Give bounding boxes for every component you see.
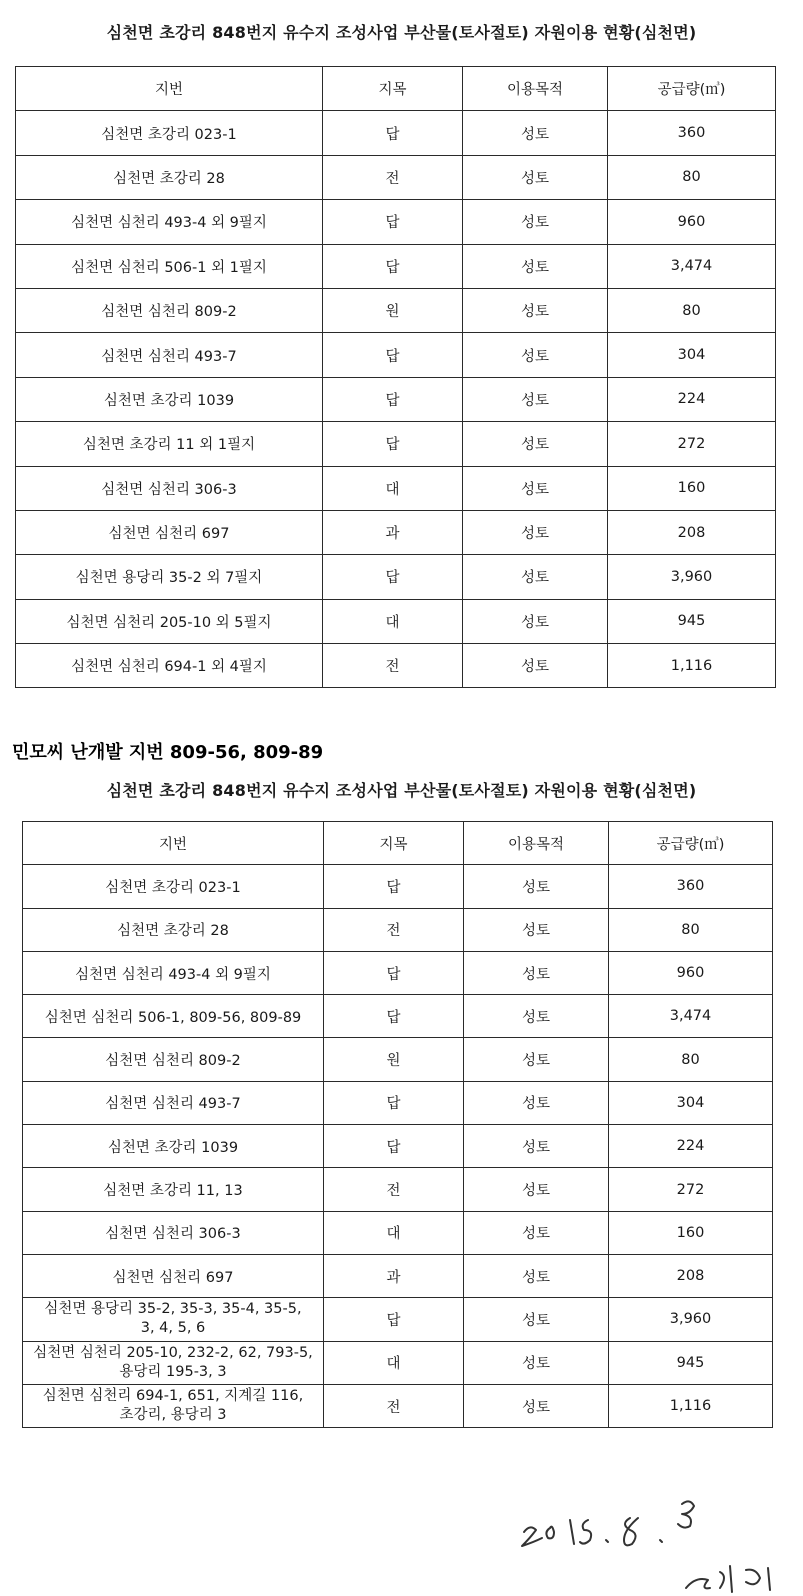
supply-table-top <box>15 66 776 688</box>
cell-purpose: 성토 <box>463 377 608 421</box>
cell-supply: 304 <box>608 333 776 377</box>
table-row <box>23 951 773 994</box>
cell-lot-line2: 3, 4, 5, 6 <box>140 1320 206 1337</box>
cell-purpose: 성토 <box>464 1384 609 1427</box>
table-row <box>16 111 776 155</box>
cell-land-type: 답 <box>324 951 464 994</box>
column-header-lot: 지번 <box>23 822 324 865</box>
cell-land-type: 답 <box>323 200 463 244</box>
cell-supply: 80 <box>609 908 773 951</box>
cell-lot: 심천면 초강리 11, 13 <box>23 1168 324 1211</box>
table-body <box>16 111 776 688</box>
cell-supply: 3,474 <box>608 244 776 288</box>
cell-land-type: 답 <box>323 555 463 599</box>
cell-purpose: 성토 <box>464 1341 609 1384</box>
table-row <box>23 1298 773 1341</box>
cell-land-type: 답 <box>323 377 463 421</box>
cell-lot: 심천면 용당리 35-2 외 7필지 <box>16 555 323 599</box>
cell-supply: 3,960 <box>609 1298 773 1341</box>
cell-lot: 심천면 초강리 023-1 <box>16 111 323 155</box>
table-row <box>23 1211 773 1254</box>
cell-supply: 80 <box>608 288 776 332</box>
column-header-supply: 공급량(㎥) <box>608 67 776 111</box>
cell-purpose: 성토 <box>464 995 609 1038</box>
cell-lot-line2: 용당리 195-3, 3 <box>119 1363 227 1380</box>
cell-purpose: 성토 <box>463 510 608 554</box>
column-header-land-type: 지목 <box>324 822 464 865</box>
cell-purpose: 성토 <box>464 1254 609 1297</box>
table-row <box>16 510 776 554</box>
cell-purpose: 성토 <box>463 422 608 466</box>
column-header-land-type: 지목 <box>323 67 463 111</box>
cell-lot: 심천면 심천리 306-3 <box>16 466 323 510</box>
table-row <box>16 200 776 244</box>
table-row <box>16 599 776 643</box>
cell-land-type: 원 <box>324 1038 464 1081</box>
table-header-row <box>23 822 773 865</box>
cell-supply: 3,960 <box>608 555 776 599</box>
table-row <box>16 155 776 199</box>
cell-supply: 360 <box>608 111 776 155</box>
cell-land-type: 답 <box>323 244 463 288</box>
table-row <box>16 333 776 377</box>
document-title-bottom: 심천면 초강리 848번지 유수지 조성사업 부산물(토사절토) 자원이용 현황(심천면) <box>106 781 697 800</box>
cell-purpose: 성토 <box>464 1168 609 1211</box>
cell-land-type: 답 <box>323 111 463 155</box>
cell-purpose: 성토 <box>464 1081 609 1124</box>
table-row <box>23 1254 773 1297</box>
cell-purpose: 성토 <box>463 200 608 244</box>
cell-purpose: 성토 <box>463 155 608 199</box>
cell-lot: 심천면 심천리 493-4 외 9필지 <box>16 200 323 244</box>
table-row <box>23 1038 773 1081</box>
cell-land-type: 대 <box>324 1341 464 1384</box>
cell-lot: 심천면 초강리 28 <box>23 908 324 951</box>
cell-purpose: 성토 <box>464 1298 609 1341</box>
table-header-row <box>16 67 776 111</box>
cell-lot: 심천면 심천리 493-4 외 9필지 <box>23 951 324 994</box>
cell-lot: 심천면 초강리 023-1 <box>23 865 324 908</box>
cell-supply: 160 <box>608 466 776 510</box>
cell-purpose: 성토 <box>464 908 609 951</box>
column-header-purpose: 이용목적 <box>464 822 609 865</box>
cell-land-type: 원 <box>323 288 463 332</box>
table-row <box>16 377 776 421</box>
cell-lot <box>23 1384 324 1427</box>
cell-lot: 심천면 심천리 809-2 <box>16 288 323 332</box>
table-row <box>23 1081 773 1124</box>
cell-supply: 945 <box>609 1341 773 1384</box>
cell-land-type: 전 <box>323 155 463 199</box>
cell-land-type: 답 <box>323 422 463 466</box>
cell-supply: 945 <box>608 599 776 643</box>
column-header-lot: 지번 <box>16 67 323 111</box>
table-row <box>16 466 776 510</box>
cell-purpose: 성토 <box>464 1125 609 1168</box>
cell-land-type: 답 <box>324 1081 464 1124</box>
cell-supply: 224 <box>609 1125 773 1168</box>
cell-lot-line1: 심천면 심천리 694-1, 651, 지계길 116, <box>42 1388 304 1404</box>
cell-supply: 80 <box>608 155 776 199</box>
cell-purpose: 성토 <box>464 1038 609 1081</box>
table-body <box>23 865 773 1428</box>
cell-lot: 심천면 심천리 809-2 <box>23 1038 324 1081</box>
cell-purpose: 성토 <box>463 599 608 643</box>
cell-supply: 160 <box>609 1211 773 1254</box>
cell-purpose: 성토 <box>464 951 609 994</box>
cell-land-type: 대 <box>323 466 463 510</box>
cell-purpose: 성토 <box>463 288 608 332</box>
cell-land-type: 전 <box>323 644 463 688</box>
cell-lot: 심천면 심천리 506-1, 809-56, 809-89 <box>23 995 324 1038</box>
cell-lot: 심천면 심천리 697 <box>23 1254 324 1297</box>
table-row <box>23 1125 773 1168</box>
cell-supply: 80 <box>609 1038 773 1081</box>
table-row <box>23 1168 773 1211</box>
cell-supply: 960 <box>608 200 776 244</box>
cell-lot: 심천면 심천리 205-10 외 5필지 <box>16 599 323 643</box>
cell-supply: 1,116 <box>608 644 776 688</box>
cell-purpose: 성토 <box>463 244 608 288</box>
cell-purpose: 성토 <box>463 333 608 377</box>
table-row <box>23 1341 773 1384</box>
supply-table-bottom <box>22 821 773 1428</box>
cell-land-type: 대 <box>323 599 463 643</box>
table-row <box>16 555 776 599</box>
cell-land-type: 답 <box>324 1298 464 1341</box>
table-row <box>16 288 776 332</box>
cell-supply: 272 <box>608 422 776 466</box>
cell-supply: 208 <box>609 1254 773 1297</box>
cell-lot-line2: 초강리, 용당리 3 <box>119 1407 227 1423</box>
cell-land-type: 대 <box>324 1211 464 1254</box>
cell-land-type: 과 <box>323 510 463 554</box>
cell-lot-line1: 심천면 용당리 35-2, 35-3, 35-4, 35-5, <box>44 1301 302 1318</box>
cell-lot: 심천면 심천리 694-1 외 4필지 <box>16 644 323 688</box>
cell-lot: 심천면 초강리 11 외 1필지 <box>16 422 323 466</box>
cell-land-type: 전 <box>324 1384 464 1427</box>
cell-purpose: 성토 <box>463 555 608 599</box>
cell-supply: 3,474 <box>609 995 773 1038</box>
table-row <box>23 865 773 908</box>
table-row <box>16 644 776 688</box>
cell-purpose: 성토 <box>464 1211 609 1254</box>
table-row <box>16 422 776 466</box>
cell-land-type: 답 <box>323 333 463 377</box>
cell-purpose: 성토 <box>463 644 608 688</box>
cell-lot <box>23 1341 324 1384</box>
cell-lot: 심천면 심천리 306-3 <box>23 1211 324 1254</box>
cell-purpose: 성토 <box>464 865 609 908</box>
cell-purpose: 성토 <box>463 466 608 510</box>
cell-lot: 심천면 초강리 1039 <box>16 377 323 421</box>
document-title-top: 심천면 초강리 848번지 유수지 조성사업 부산물(토사절토) 자원이용 현황(심천면) <box>106 23 697 42</box>
cell-supply: 272 <box>609 1168 773 1211</box>
cell-supply: 224 <box>608 377 776 421</box>
cell-supply: 1,116 <box>609 1384 773 1427</box>
cell-land-type: 답 <box>324 995 464 1038</box>
cell-supply: 304 <box>609 1081 773 1124</box>
cell-land-type: 과 <box>324 1254 464 1297</box>
cell-land-type: 답 <box>324 865 464 908</box>
cell-lot: 심천면 심천리 697 <box>16 510 323 554</box>
cell-land-type: 전 <box>324 1168 464 1211</box>
cell-lot <box>23 1298 324 1341</box>
cell-land-type: 답 <box>324 1125 464 1168</box>
cell-supply: 960 <box>609 951 773 994</box>
handwritten-signature <box>510 1470 800 1596</box>
cell-land-type: 전 <box>324 908 464 951</box>
cell-lot: 심천면 심천리 493-7 <box>16 333 323 377</box>
table-row <box>23 1384 773 1427</box>
table-row <box>16 244 776 288</box>
cell-supply: 360 <box>609 865 773 908</box>
cell-lot: 심천면 초강리 28 <box>16 155 323 199</box>
table-row <box>23 908 773 951</box>
cell-purpose: 성토 <box>463 111 608 155</box>
cell-lot: 심천면 심천리 493-7 <box>23 1081 324 1124</box>
section-heading: 민모씨 난개발 지번 809-56, 809-89 <box>12 742 324 763</box>
cell-lot-line1: 심천면 심천리 205-10, 232-2, 62, 793-5, <box>33 1344 313 1361</box>
cell-supply: 208 <box>608 510 776 554</box>
column-header-purpose: 이용목적 <box>463 67 608 111</box>
column-header-supply: 공급량(㎥) <box>609 822 773 865</box>
cell-lot: 심천면 초강리 1039 <box>23 1125 324 1168</box>
table-row <box>23 995 773 1038</box>
cell-lot: 심천면 심천리 506-1 외 1필지 <box>16 244 323 288</box>
